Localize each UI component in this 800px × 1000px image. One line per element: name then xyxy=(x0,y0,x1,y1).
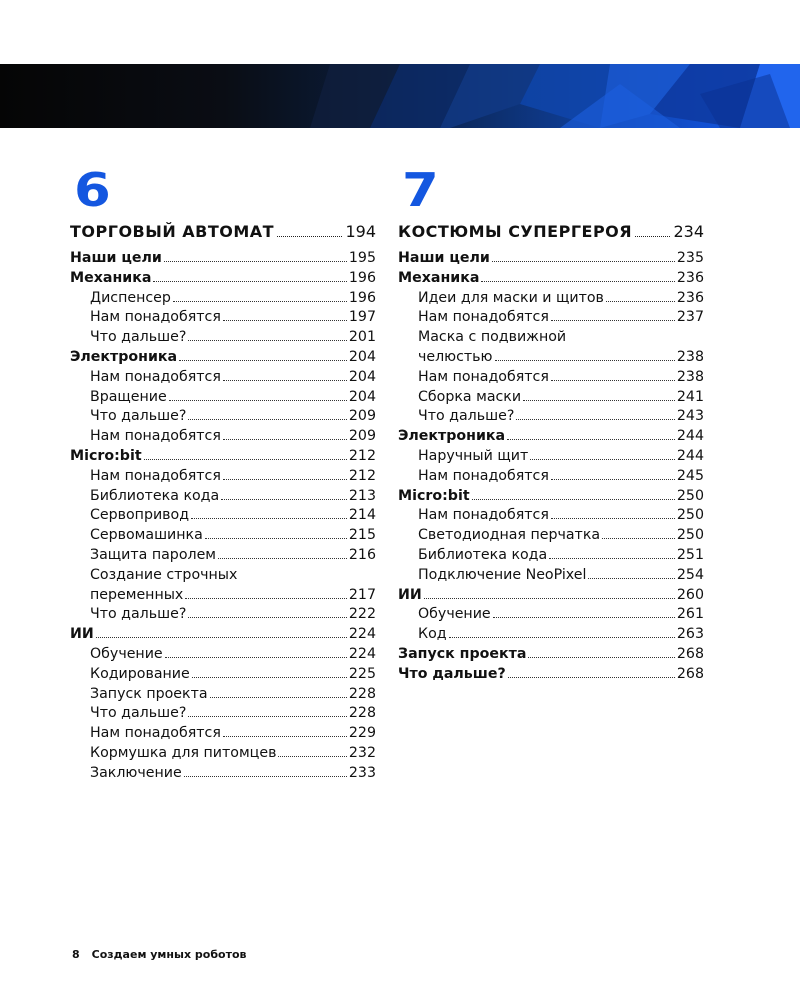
toc-entry-continued[interactable] xyxy=(398,329,704,349)
dot-leader xyxy=(493,617,675,618)
toc-entry[interactable] xyxy=(398,428,704,448)
toc-entry-text: Защита паролем xyxy=(90,546,216,563)
dot-leader xyxy=(179,360,347,361)
dot-leader xyxy=(188,716,347,717)
footer-page-number: 8 xyxy=(72,948,80,961)
dot-leader xyxy=(278,756,346,757)
toc-entry-text: переменных xyxy=(90,586,184,603)
dot-leader xyxy=(165,657,347,658)
toc-entry-text: Нам понадобятся xyxy=(90,309,221,326)
toc-entry-text: Электроника xyxy=(70,348,178,365)
banner-polygon-pattern xyxy=(0,64,800,128)
dot-leader xyxy=(551,380,675,381)
toc-list xyxy=(70,250,376,785)
dot-leader xyxy=(192,677,347,678)
toc-entry[interactable] xyxy=(398,270,704,290)
toc-entry-page: 195 xyxy=(348,250,376,266)
toc-entry-page: 243 xyxy=(676,408,704,425)
toc-entry[interactable] xyxy=(398,448,704,468)
toc-entry-page: 260 xyxy=(676,586,704,603)
dot-leader xyxy=(144,459,347,460)
toc-entry[interactable] xyxy=(398,567,704,587)
toc-entry-text: Запуск проекта xyxy=(398,645,527,662)
toc-entry[interactable] xyxy=(70,349,376,369)
toc-entry-page: 222 xyxy=(348,606,376,623)
toc-entry-page: 238 xyxy=(676,348,704,365)
toc-entry[interactable] xyxy=(70,547,376,567)
toc-entry-page: 197 xyxy=(348,309,376,326)
toc-entry-page: 225 xyxy=(348,665,376,682)
toc-entry-page: 238 xyxy=(676,368,704,385)
dot-leader xyxy=(507,439,675,440)
chapter-title-row[interactable] xyxy=(398,222,704,250)
toc-entry[interactable] xyxy=(398,547,704,567)
toc-entry-text: Вращение xyxy=(90,388,167,405)
toc-entry-text: Заключение xyxy=(90,764,182,781)
toc-entry-page: 268 xyxy=(676,645,704,662)
chapter-number: 6 xyxy=(74,163,112,217)
toc-entry-page: 212 xyxy=(348,467,376,484)
toc-entry[interactable] xyxy=(70,725,376,745)
toc-entry-text: Нам понадобятся xyxy=(90,467,221,484)
toc-list xyxy=(398,250,704,686)
toc-entry-text: Электроника xyxy=(398,428,506,445)
toc-entry[interactable] xyxy=(70,587,376,607)
chapter-page: 234 xyxy=(673,222,704,241)
toc-entry[interactable] xyxy=(398,527,704,547)
toc-entry-text: Что дальше? xyxy=(90,705,187,722)
toc-entry[interactable] xyxy=(70,329,376,349)
toc-entry[interactable] xyxy=(70,705,376,725)
dot-leader xyxy=(588,578,674,579)
toc-entry-text: Код xyxy=(418,626,447,643)
toc-entry[interactable] xyxy=(70,309,376,329)
dot-leader xyxy=(606,301,675,302)
toc-entry-page: 235 xyxy=(676,250,704,266)
toc-entry-text: Обучение xyxy=(418,606,491,623)
chapter-title: КОСТЮМЫ СУПЕРГЕРОЯ xyxy=(398,222,633,241)
toc-entry-page: 254 xyxy=(676,566,704,583)
toc-entry-text: Диспенсер xyxy=(90,289,171,306)
toc-entry-page: 236 xyxy=(676,269,704,286)
dot-leader xyxy=(424,598,675,599)
toc-entry-text: челюстью xyxy=(418,348,493,365)
toc-entry-text: Механика xyxy=(398,269,480,286)
toc-entry-page: 263 xyxy=(676,626,704,643)
dot-leader xyxy=(169,400,347,401)
toc-entry-text: Сборка маски xyxy=(418,388,522,405)
toc-entry-page: 229 xyxy=(348,725,376,742)
toc-entry-page: 233 xyxy=(348,764,376,781)
toc-entry-text: Подключение NeoPixel xyxy=(418,566,587,583)
toc-entry[interactable] xyxy=(70,507,376,527)
toc-entry[interactable] xyxy=(70,606,376,626)
dot-leader xyxy=(188,340,347,341)
toc-entry[interactable] xyxy=(398,468,704,488)
toc-entry-text: Механика xyxy=(70,269,152,286)
toc-entry-text: Нам понадобятся xyxy=(418,309,549,326)
toc-entry[interactable] xyxy=(70,408,376,428)
toc-entry-text: Обучение xyxy=(90,645,163,662)
dot-leader xyxy=(551,518,675,519)
toc-entry-page: 228 xyxy=(348,705,376,722)
toc-entry[interactable] xyxy=(398,408,704,428)
dot-leader xyxy=(223,320,347,321)
chapter-page: 194 xyxy=(345,222,376,241)
toc-entry-page: 250 xyxy=(676,507,704,524)
toc-entry-page: 236 xyxy=(676,289,704,306)
dot-leader xyxy=(185,598,347,599)
toc-entry[interactable] xyxy=(70,488,376,508)
toc-entry-continued[interactable] xyxy=(70,567,376,587)
toc-entry-text: Что дальше? xyxy=(398,665,506,682)
dot-leader xyxy=(277,236,342,237)
toc-entry-text: Нам понадобятся xyxy=(418,368,549,385)
dot-leader xyxy=(223,479,347,480)
dot-leader xyxy=(516,419,675,420)
dot-leader xyxy=(602,538,675,539)
dot-leader xyxy=(191,518,347,519)
toc-entry[interactable] xyxy=(70,626,376,646)
dot-leader xyxy=(223,380,347,381)
toc-entry-page: 215 xyxy=(348,527,376,544)
toc-entry-text: Что дальше? xyxy=(90,408,187,425)
toc-entry-text: Нам понадобятся xyxy=(418,467,549,484)
dot-leader xyxy=(551,479,675,480)
toc-entry[interactable] xyxy=(70,369,376,389)
chapter-title: ТОРГОВЫЙ АВТОМАТ xyxy=(70,222,275,241)
toc-entry-page: 245 xyxy=(676,467,704,484)
dot-leader xyxy=(173,301,347,302)
dot-leader xyxy=(210,697,347,698)
toc-entry[interactable] xyxy=(70,527,376,547)
dot-leader xyxy=(223,439,347,440)
footer-book-title: Создаем умных роботов xyxy=(91,948,247,961)
toc-entry[interactable] xyxy=(398,646,704,666)
toc-entry-page: 209 xyxy=(348,408,376,425)
toc-entry[interactable] xyxy=(398,666,704,686)
chapter-7-column xyxy=(398,160,704,686)
toc-entry-text: Библиотека кода xyxy=(418,546,548,563)
toc-entry-page: 228 xyxy=(348,685,376,702)
dot-leader xyxy=(492,261,675,262)
toc-entry-page: 251 xyxy=(676,546,704,563)
toc-entry-text: ИИ xyxy=(398,586,422,603)
toc-entry-text: Наши цели xyxy=(70,250,162,266)
toc-entry-text: Что дальше? xyxy=(90,329,187,346)
toc-entry-text: Micro:bit xyxy=(398,487,470,504)
dot-leader xyxy=(495,360,675,361)
dot-leader xyxy=(530,459,675,460)
toc-entry-text: Нам понадобятся xyxy=(90,428,221,445)
dot-leader xyxy=(218,558,347,559)
toc-entry[interactable] xyxy=(70,250,376,270)
dot-leader xyxy=(528,657,674,658)
chapter-number: 7 xyxy=(402,163,440,217)
toc-entry-text: Сервопривод xyxy=(90,507,190,524)
toc-entry-text: Сервомашинка xyxy=(90,527,203,544)
header-banner xyxy=(0,64,800,128)
dot-leader xyxy=(635,236,670,237)
toc-entry-page: 244 xyxy=(676,428,704,445)
toc-entry-text: Запуск проекта xyxy=(90,685,208,702)
dot-leader xyxy=(164,261,347,262)
toc-entry[interactable] xyxy=(398,488,704,508)
dot-leader xyxy=(481,281,674,282)
toc-entry-text: Нам понадобятся xyxy=(418,507,549,524)
toc-entry-page: 224 xyxy=(348,626,376,643)
dot-leader xyxy=(188,419,347,420)
toc-entry[interactable] xyxy=(398,626,704,646)
dot-leader xyxy=(188,617,347,618)
toc-entry-page: 250 xyxy=(676,487,704,504)
dot-leader xyxy=(184,776,347,777)
toc-entry[interactable] xyxy=(398,290,704,310)
dot-leader xyxy=(205,538,347,539)
toc-entry[interactable] xyxy=(70,270,376,290)
dot-leader xyxy=(508,677,675,678)
dot-leader xyxy=(551,320,675,321)
toc-entry-page: 237 xyxy=(676,309,704,326)
toc-entry-page: 216 xyxy=(348,546,376,563)
dot-leader xyxy=(221,499,347,500)
toc-entry-text: Библиотека кода xyxy=(90,487,220,504)
toc-entry-page: 217 xyxy=(348,586,376,603)
toc-entry[interactable] xyxy=(70,428,376,448)
toc-entry-text: Что дальше? xyxy=(418,408,515,425)
dot-leader xyxy=(523,400,675,401)
toc-entry[interactable] xyxy=(70,290,376,310)
toc-entry[interactable] xyxy=(398,587,704,607)
toc-entry-page: 232 xyxy=(348,744,376,761)
dot-leader xyxy=(472,499,675,500)
toc-entry[interactable] xyxy=(398,606,704,626)
toc-entry[interactable] xyxy=(70,468,376,488)
dot-leader xyxy=(449,637,675,638)
toc-entry-text: Кормушка для питомцев xyxy=(90,744,277,761)
dot-leader xyxy=(223,736,347,737)
toc-entry-text: Наручный щит xyxy=(418,447,529,464)
toc-entry-page: 196 xyxy=(348,289,376,306)
dot-leader xyxy=(549,558,675,559)
toc-entry-page: 261 xyxy=(676,606,704,623)
toc-entry-page: 214 xyxy=(348,507,376,524)
toc-entry-page: 224 xyxy=(348,645,376,662)
toc-entry[interactable] xyxy=(70,389,376,409)
toc-entry[interactable] xyxy=(398,349,704,369)
toc-entry-page: 268 xyxy=(676,665,704,682)
toc-entry-text: Нам понадобятся xyxy=(90,725,221,742)
toc-entry[interactable] xyxy=(70,666,376,686)
toc-entry[interactable] xyxy=(398,250,704,270)
toc-entry[interactable] xyxy=(70,745,376,765)
page-footer xyxy=(72,948,246,961)
toc-entry-text: Наши цели xyxy=(398,250,490,266)
toc-entry-text: Идеи для маски и щитов xyxy=(418,289,604,306)
toc-entry-page: 204 xyxy=(348,368,376,385)
toc-entry[interactable] xyxy=(70,448,376,468)
toc-entry-page: 196 xyxy=(348,269,376,286)
toc-entry[interactable] xyxy=(398,389,704,409)
toc-entry-page: 241 xyxy=(676,388,704,405)
toc-entry-text: ИИ xyxy=(70,626,94,643)
toc-entry[interactable] xyxy=(70,686,376,706)
toc-entry-text: Кодирование xyxy=(90,665,190,682)
toc-entry-text: Светодиодная перчатка xyxy=(418,527,601,544)
toc-entry-page: 204 xyxy=(348,348,376,365)
chapter-title-row[interactable] xyxy=(70,222,376,250)
toc-entry-text: Создание строчных xyxy=(90,566,238,583)
toc-entry-page: 244 xyxy=(676,447,704,464)
toc-entry-page: 212 xyxy=(348,447,376,464)
toc-entry[interactable] xyxy=(70,765,376,785)
toc-entry-text: Micro:bit xyxy=(70,447,142,464)
dot-leader xyxy=(96,637,347,638)
toc-entry[interactable] xyxy=(70,646,376,666)
toc-entry-page: 209 xyxy=(348,428,376,445)
toc-entry[interactable] xyxy=(398,309,704,329)
toc-entry[interactable] xyxy=(398,507,704,527)
dot-leader xyxy=(153,281,346,282)
toc-entry[interactable] xyxy=(398,369,704,389)
toc-entry-page: 250 xyxy=(676,527,704,544)
toc-entry-text: Что дальше? xyxy=(90,606,187,623)
toc-entry-page: 204 xyxy=(348,388,376,405)
toc-entry-text: Нам понадобятся xyxy=(90,368,221,385)
chapter-6-column xyxy=(70,160,376,785)
toc-entry-page: 213 xyxy=(348,487,376,504)
toc-entry-text: Маска с подвижной xyxy=(418,329,567,346)
toc-entry-page: 201 xyxy=(348,329,376,346)
